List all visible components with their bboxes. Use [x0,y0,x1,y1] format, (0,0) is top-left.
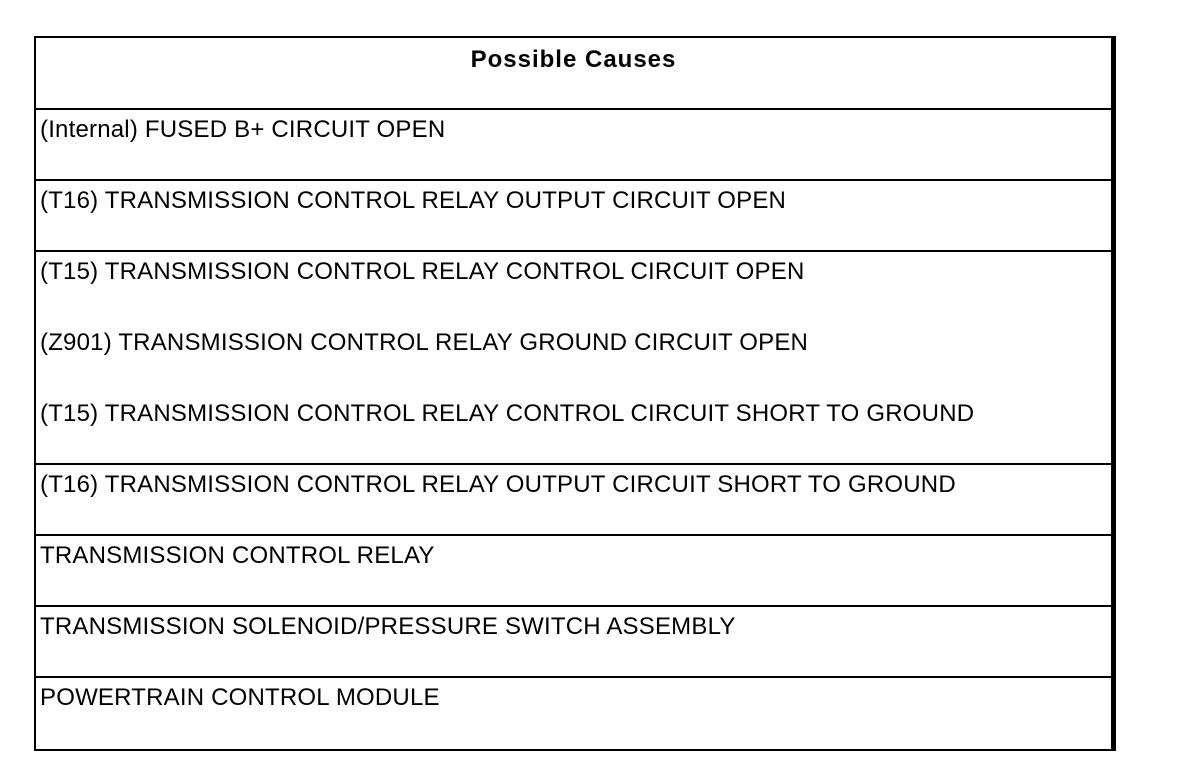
table-row: (T15) TRANSMISSION CONTROL RELAY CONTROL CIRCUIT SHORT TO GROUND [36,394,1111,465]
table-row: TRANSMISSION CONTROL RELAY [36,536,1111,607]
possible-causes-table [34,36,1116,751]
table-row: (Internal) FUSED B+ CIRCUIT OPEN [36,110,1111,181]
table-row: (Z901) TRANSMISSION CONTROL RELAY GROUND CIRCUIT OPEN [40,329,809,356]
table-row: TRANSMISSION SOLENOID/PRESSURE SWITCH ASSEMBLY [36,607,1111,678]
table-row: (T15) TRANSMISSION CONTROL RELAY CONTROL CIRCUIT OPEN [40,258,805,285]
table-row: (T16) TRANSMISSION CONTROL RELAY OUTPUT CIRCUIT OPEN [36,181,1111,252]
table-row: POWERTRAIN CONTROL MODULE [40,684,440,711]
table-row: (T16) TRANSMISSION CONTROL RELAY OUTPUT CIRCUIT SHORT TO GROUND [36,465,1111,536]
table-header: Possible Causes [36,38,1111,110]
